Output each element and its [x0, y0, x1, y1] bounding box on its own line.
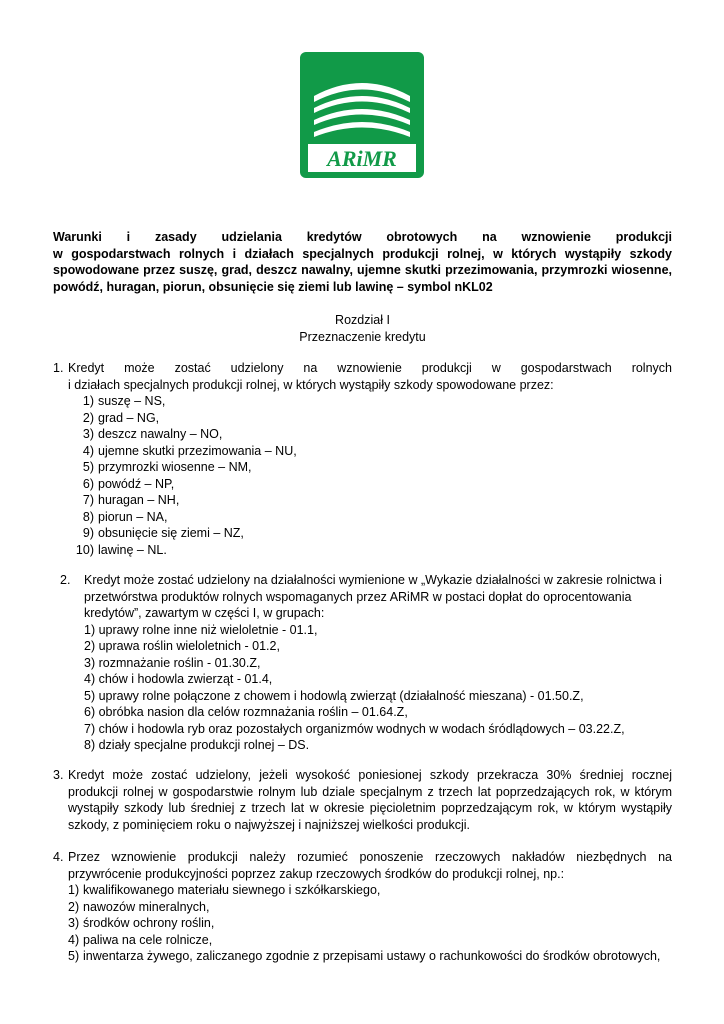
logo-text: ARiMR — [327, 146, 397, 171]
list-item: 1) uprawy rolne inne niż wieloletnie - 01.1, — [84, 622, 318, 637]
list-item: 3) środków ochrony roślin, — [68, 916, 215, 930]
list-item: 8) działy specjalne produkcji rolnej – DS. — [84, 738, 310, 752]
list-item: 6) obróbka nasion dla celów rozmnażania roślin – 01.64.Z, — [84, 705, 408, 719]
title-line-1: Warunki i zasady udzielania kredytów obrotowych na wznowienie produkcji — [53, 230, 672, 244]
list-item: 7) huragan – NH, — [82, 493, 180, 507]
chapter-heading — [53, 312, 672, 346]
list-item: 5) inwentarza żywego, zaliczanego zgodnie z przepisami ustawy o rachunkowości do środków obrotowych, — [68, 949, 661, 963]
section-number: 4. — [53, 850, 64, 864]
list-item: 2) nawozów mineralnych, — [68, 899, 210, 914]
section-1-line-2: i działach specjalnych produkcji rolnej, w których wystąpiły szkody spowodowane przez: — [68, 377, 554, 392]
section-number: 1. — [53, 361, 64, 375]
section-2 — [53, 572, 672, 754]
section-4 — [53, 849, 672, 965]
list-item: 5) przymrozki wiosenne – NM, — [82, 460, 252, 474]
list-item: 4) chów i hodowla zwierząt - 01.4, — [84, 672, 273, 686]
list-item: 2) uprawa roślin wieloletnich - 01.2, — [84, 639, 280, 653]
section-number: 3. — [53, 768, 64, 782]
section-3-text: Kredyt może zostać udzielony, jeżeli wysokość poniesionej szkody przekracza 30% średniej rocznej produkcji rolnej w gospodarstwie rolnym lub dziale specjalnym z trzech lat poprzedzających rok, w którym wystąpiły szkody lub średniej z trzech lat w okresie pięcioletnim poprzedzającym rok, w którym wystąpiły szkody, z pominięciem roku o najwyższej i najniższej wielkości produkcji. — [68, 768, 672, 832]
section-1 — [53, 360, 672, 558]
title-rest: w gospodarstwach rolnych i działach specjalnych produkcji rolnej, w których wystąpiły szkody spowodowane przez suszę, grad, deszcz nawalny, ujemne skutki przezimowania, przymrozki wiosenne, powódź, huragan, piorun, obsunięcie się ziemi lub lawinę – symbol nKL02 — [53, 246, 672, 294]
list-item: 8) piorun – NA, — [82, 509, 168, 524]
arimr-logo — [300, 52, 424, 178]
chapter-name: Przeznaczenie kredytu — [299, 330, 426, 344]
list-item: 6) powódź – NP, — [82, 476, 175, 491]
list-item: 1) kwalifikowanego materiału siewnego i szkółkarskiego, — [68, 883, 381, 897]
section-2-line-2: przetwórstwa produktów rolnych wspomaganych przez ARiMR w postaci dopłat do oprocentowania — [84, 589, 632, 604]
section-3 — [53, 767, 672, 833]
list-item: 1) suszę – NS, — [82, 394, 166, 408]
section-4-text: Przez wznowienie produkcji należy rozumieć ponoszenie rzeczowych nakładów niezbędnych na przywrócenie produkcyjności poprzez zakup rzeczowych środków do produkcji rolnej, np.: — [68, 850, 672, 881]
section-2-line-1: Kredyt może zostać udzielony na działalności wymienione w „Wykazie działalności w zakresie rolnictwa i — [84, 573, 662, 587]
list-item: 5) uprawy rolne połączone z chowem i hodowlą zwierząt (działalność mieszana) - 01.50.Z, — [84, 688, 584, 703]
list-item: 4) ujemne skutki przezimowania – NU, — [82, 443, 297, 458]
document-title — [53, 229, 672, 295]
list-item: 2) grad – NG, — [82, 410, 160, 425]
list-item: 3) rozmnażanie roślin - 01.30.Z, — [84, 655, 261, 670]
section-number: 2. — [60, 573, 71, 587]
list-item: 4) paliwa na cele rolnicze, — [68, 932, 213, 947]
list-item: 10) lawinę – NL. — [75, 542, 167, 557]
list-item: 7) chów i hodowla ryb oraz pozostałych organizmów wodnych w wodach śródlądowych – 03.22.Z, — [84, 721, 625, 736]
section-1-line-1: Kredyt może zostać udzielony na wznowienie produkcji w gospodarstwach rolnych — [68, 361, 672, 375]
list-item: 9) obsunięcie się ziemi – NZ, — [82, 526, 244, 540]
list-item: 3) deszcz nawalny – NO, — [82, 427, 223, 441]
chapter-number: Rozdział I — [335, 313, 390, 327]
section-2-line-3: kredytów”, zawartym w części I, w grupach: — [84, 606, 325, 620]
